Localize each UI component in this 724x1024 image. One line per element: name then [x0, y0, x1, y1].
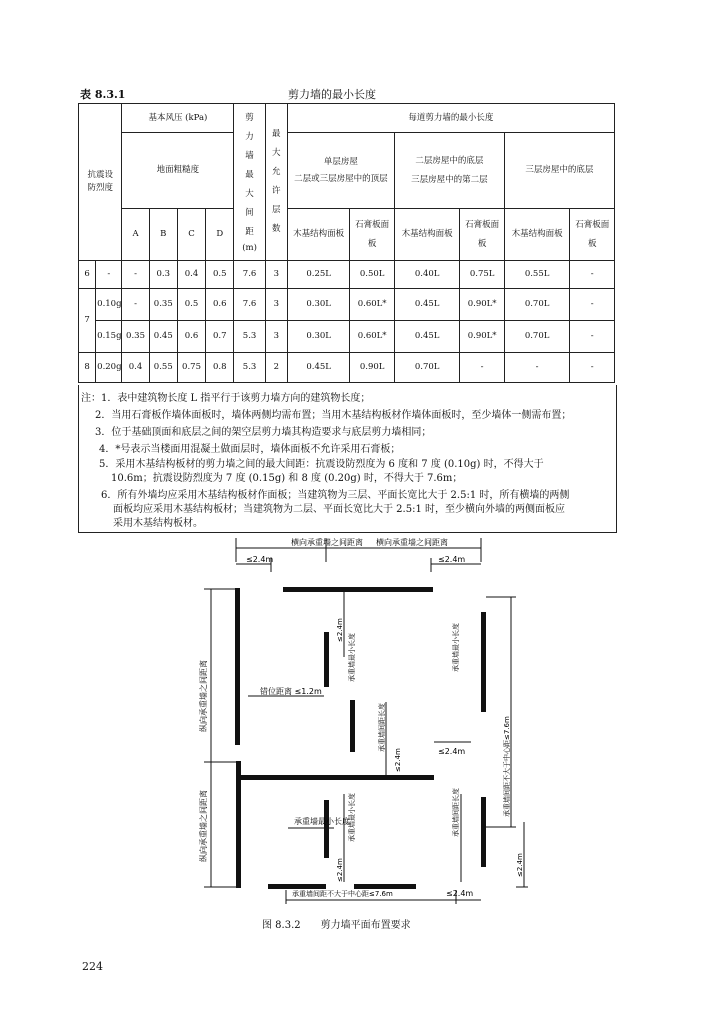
cell: 7 [79, 289, 96, 353]
cell: - [122, 289, 149, 321]
cell: 2 [265, 353, 287, 383]
note-5-cont: 10.6m；抗震设防烈度为 7 度 (0.15g) 和 8 度 (0.20g) 时，不得大于 7.6m； [111, 473, 463, 484]
cell: - [122, 261, 149, 289]
cell: 0.7 [206, 321, 234, 353]
figure-caption: 图 8.3.2 剪力墙平面布置要求 [262, 920, 411, 931]
shear-wall-table [78, 103, 615, 383]
fig-le24-bottom: ≤2.4m [446, 889, 474, 898]
header-three-storey: 三层房屋中的底层 [504, 133, 614, 209]
cell: - [570, 321, 615, 353]
header-wood-1: 木基结构面板 [287, 209, 350, 261]
fig-wall-len-v3: 承重墙最小长度 [452, 623, 460, 672]
header-gypsum-1: 石膏板面板 [350, 209, 394, 261]
cell: 0.4 [177, 261, 205, 289]
header-min-length: 每道剪力墙的最小长度 [287, 104, 614, 133]
fig-left-upper-label: 纵向承重墙之间距离 [199, 660, 208, 732]
cell: 0.55 [149, 353, 177, 383]
cell: 6 [79, 261, 96, 289]
note-3: 3．位于基础顶面和底层之间的架空层剪力墙其构造要求与底层剪力墙相同； [95, 427, 432, 438]
cell: 0.20g [96, 353, 122, 383]
table-row [79, 353, 615, 383]
cell: 0.30L [287, 289, 350, 321]
cell: 0.15g [96, 321, 122, 353]
fig-wall-len-v1: 承重墙最小长度 [348, 633, 356, 682]
cell: 0.40L [394, 261, 460, 289]
cell: 0.90L* [460, 321, 504, 353]
cell: 0.70L [504, 321, 570, 353]
cell: 5.3 [234, 353, 265, 383]
header-wind: 基本风压 (kPa) [122, 104, 234, 133]
fig-right-long-label: 承重墙间距不大于中心距≤7.6m [503, 716, 511, 817]
header-wood-3: 木基结构面板 [504, 209, 570, 261]
fig-top-left-label: 横向承重墙之间距离 [291, 538, 363, 547]
cell: - [570, 289, 615, 321]
header-two-storey: 二层房屋中的底层 三层房屋中的第二层 [394, 133, 504, 209]
cell: - [96, 261, 122, 289]
cell: 3 [265, 321, 287, 353]
table-title: 剪力墙的最小长度 [288, 88, 376, 101]
cell: 0.5 [177, 289, 205, 321]
cell: 0.35 [149, 289, 177, 321]
fig-le24-mid-right: ≤2.4m [438, 747, 466, 756]
header-wood-2: 木基结构面板 [394, 209, 460, 261]
cell: 0.90L* [460, 289, 504, 321]
fig-v-label-a: 承重墙间距长度 [378, 703, 386, 752]
cell: 5.3 [234, 321, 265, 353]
fig-left-lower-label: 纵向承重墙之间距离 [199, 790, 208, 862]
header-single-storey: 单层房屋 二层或三层房屋中的顶层 [287, 133, 394, 209]
fig-offset-label: 错位距离 ≤1.2m [260, 687, 322, 696]
cell: 8 [79, 353, 96, 383]
cell: 0.4 [122, 353, 149, 383]
cell: 0.5 [206, 261, 234, 289]
cell: 0.45 [149, 321, 177, 353]
cell: 0.10g [96, 289, 122, 321]
cell: - [570, 261, 615, 289]
cell: 0.60L* [350, 321, 394, 353]
header-d: D [206, 209, 234, 261]
table-notes [78, 385, 617, 533]
cell: 0.60L* [350, 289, 394, 321]
fig-v-label-b: 承重墙间距长度 [452, 788, 460, 837]
cell: 0.8 [206, 353, 234, 383]
note-5: 5．采用木基结构板材的剪力墙之间的最大间距：抗震设防烈度为 6 度和 7 度 (0.10g) 时，不得大于 [99, 459, 544, 470]
fig-le24-mid-v: ≤2.4m [394, 748, 402, 772]
cell: 0.70L [504, 289, 570, 321]
cell: 3 [265, 261, 287, 289]
header-c: C [177, 209, 205, 261]
note-1: 注：1．表中建筑物长度 L 指平行于该剪力墙方向的建筑物长度； [81, 393, 371, 404]
note-6-cont2: 采用木基结构板材。 [113, 518, 203, 529]
fig-le24-right-v: ≤2.4m [516, 853, 524, 877]
header-max-spacing [234, 104, 265, 261]
cell: 0.45L [394, 321, 460, 353]
header-a: A [122, 209, 149, 261]
table-row [79, 321, 615, 353]
cell: 0.75L [460, 261, 504, 289]
note-6: 6．所有外墙均应采用木基结构板材作面板；当建筑物为三层、平面长宽比大于 2.5:1 时，所有横墙的两侧 [101, 490, 570, 501]
header-gypsum-2: 石膏板面板 [460, 209, 504, 261]
cell: 0.25L [287, 261, 350, 289]
header-roughness: 地面粗糙度 [122, 133, 234, 209]
cell: - [504, 353, 570, 383]
cell: 0.90L [350, 353, 394, 383]
cell: 7.6 [234, 261, 265, 289]
cell: 0.3 [149, 261, 177, 289]
cell: 7.6 [234, 289, 265, 321]
cell: 0.6 [177, 321, 205, 353]
fig-wall-len-label: 承重墙最小长度 [294, 817, 350, 826]
cell: 0.45L [394, 289, 460, 321]
fig-wall-len-v2: 承重墙最小长度 [348, 793, 356, 842]
note-4: 4．*号表示当楼面用混凝土做面层时，墙体面板不允许采用石膏板； [99, 444, 401, 455]
cell: 0.30L [287, 321, 350, 353]
fig-le24-top-left: ≤2.4m [246, 555, 274, 564]
note-2: 2．当用石膏板作墙体面板时，墙体两侧均需布置；当用木基结构板材作墙体面板时，至少墙体一侧需布置； [95, 410, 572, 421]
fig-le24-lower-v: ≤2.4m [336, 858, 344, 882]
header-max-spacing-unit: (m) [242, 243, 257, 253]
page-number: 224 [82, 960, 103, 973]
cell: 0.55L [504, 261, 570, 289]
shear-wall-plan-figure [176, 532, 536, 910]
table-row [79, 261, 615, 289]
header-max-spacing-label: 剪力墙最大间距 [245, 113, 254, 237]
table-row [79, 289, 615, 321]
cell: 0.50L [350, 261, 394, 289]
cell: 0.35 [122, 321, 149, 353]
table-number: 表 8.3.1 [80, 88, 126, 101]
fig-le24-top-right: ≤2.4m [438, 555, 466, 564]
cell: - [460, 353, 504, 383]
cell: 0.70L [394, 353, 460, 383]
fig-le24-upper-v: ≤2.4m [336, 618, 344, 642]
header-gypsum-3: 石膏板面板 [570, 209, 615, 261]
cell: - [570, 353, 615, 383]
note-6-cont: 面板均应采用木基结构板材；当建筑物为二层、平面长宽比大于 2.5:1 时，至少横向外墙的两侧面板应 [113, 504, 565, 515]
header-b: B [149, 209, 177, 261]
cell: 0.75 [177, 353, 205, 383]
header-max-floors: 最大允许层数 [265, 104, 287, 261]
header-seismic: 抗震设防烈度 [79, 104, 122, 261]
cell: 0.45L [287, 353, 350, 383]
fig-bottom-long-label: 承重墙间距不大于中心距≤7.6m [292, 890, 393, 898]
fig-top-right-label: 横向承重墙之间距离 [376, 538, 448, 547]
cell: 3 [265, 289, 287, 321]
cell: 0.6 [206, 289, 234, 321]
